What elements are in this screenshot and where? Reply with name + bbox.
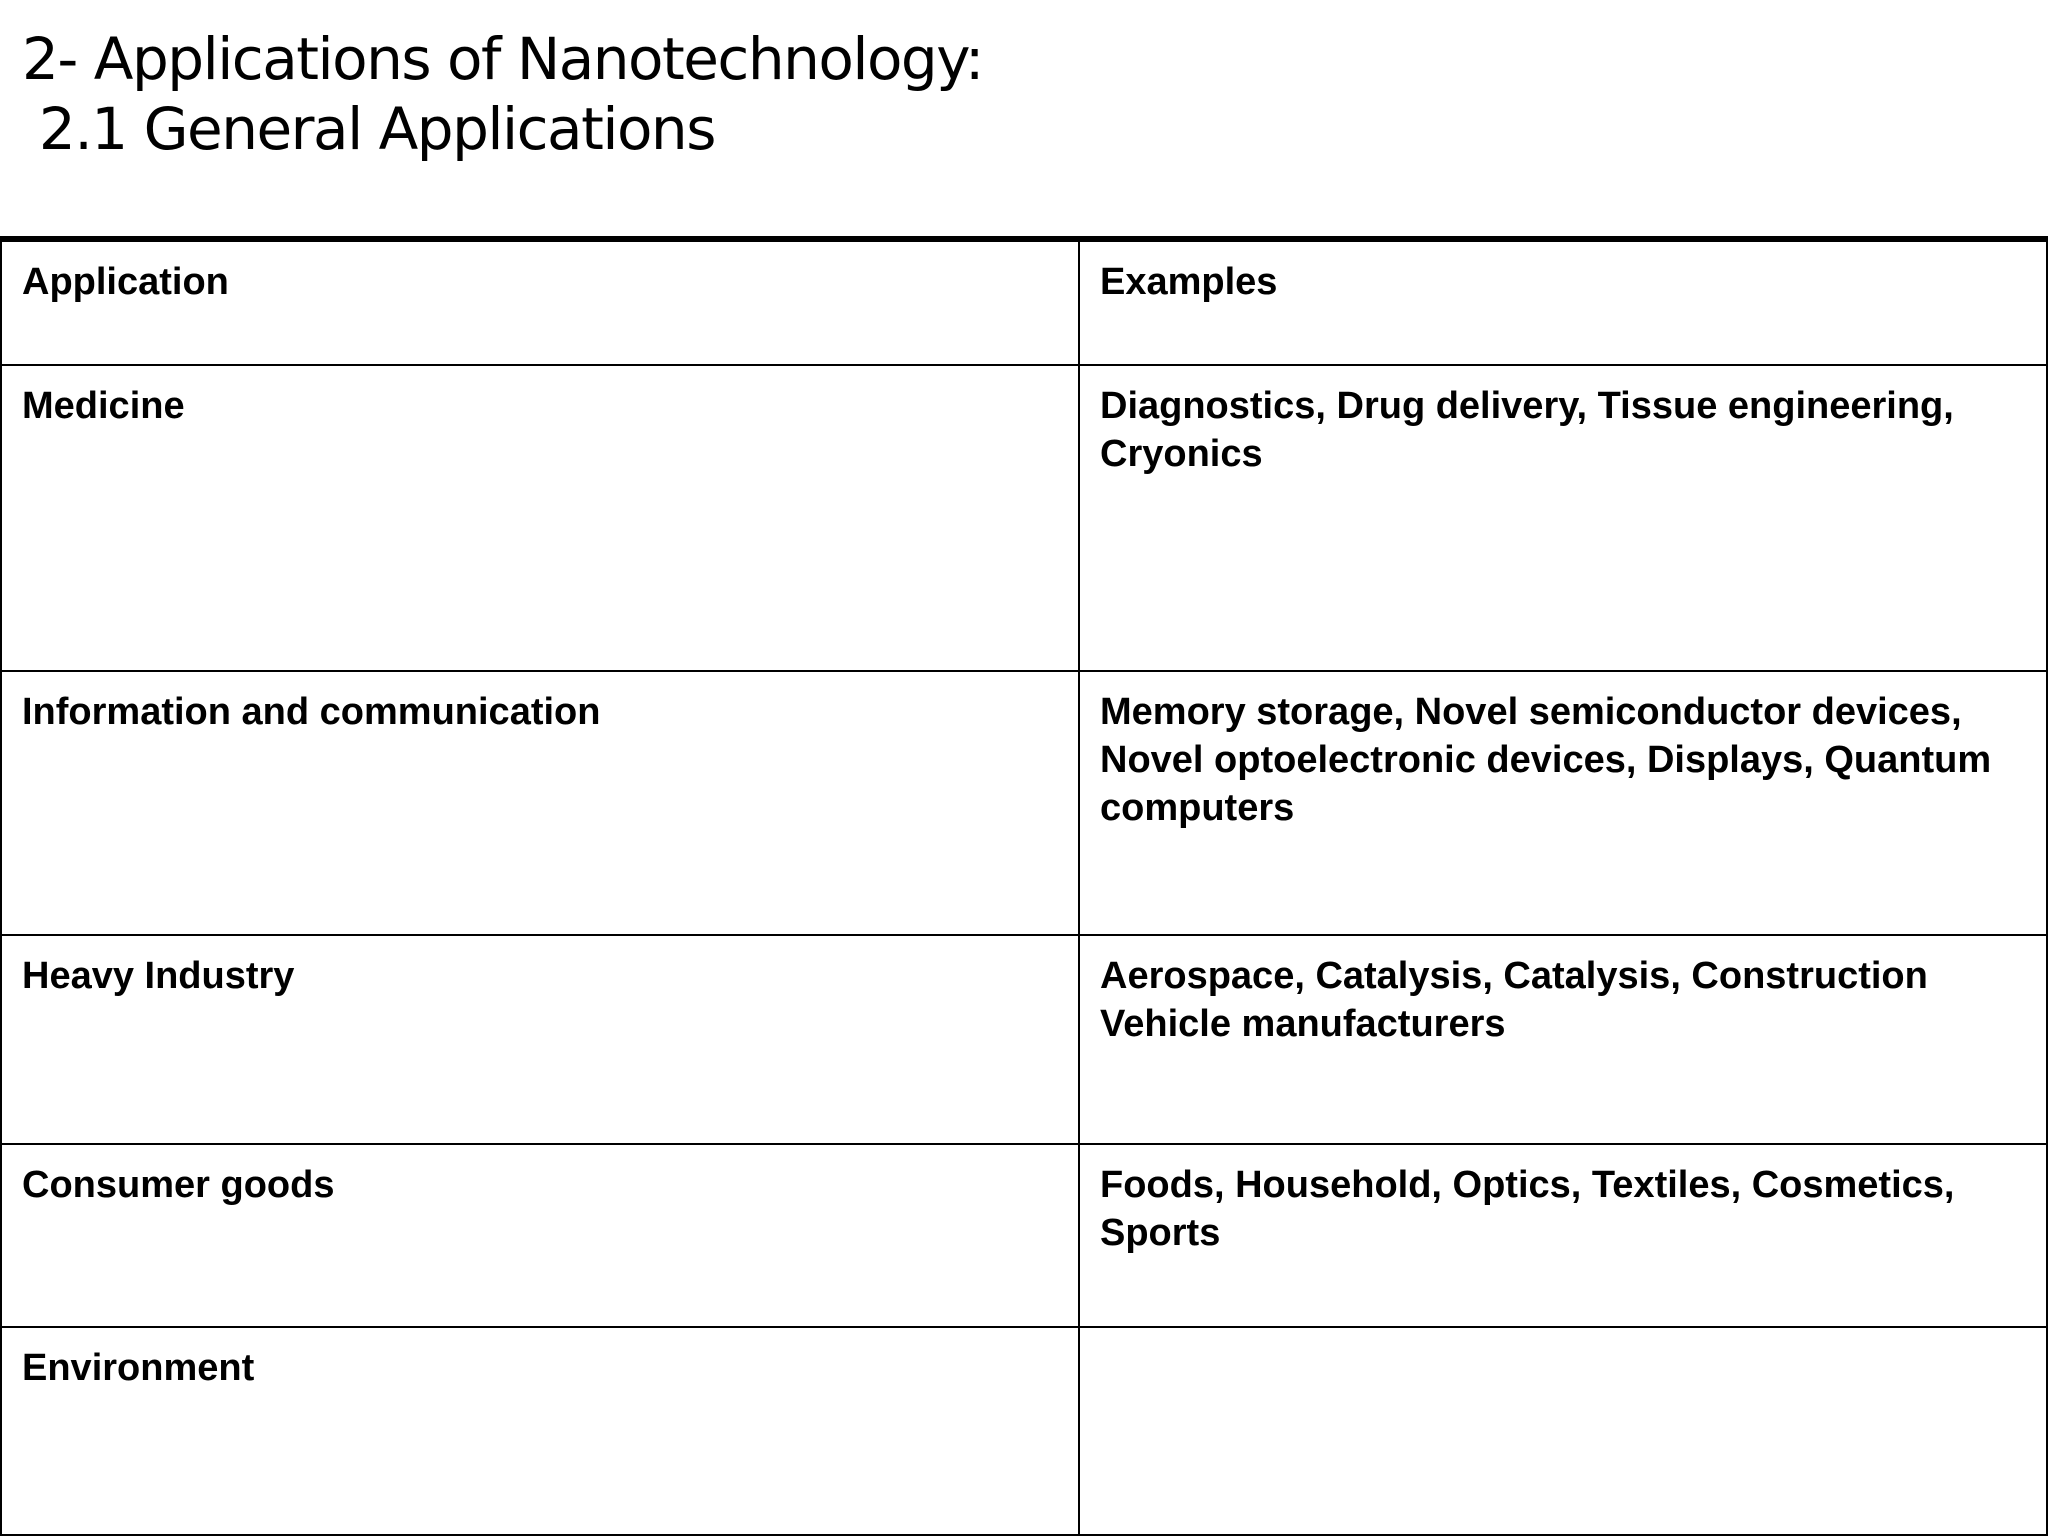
examples-cell: Aerospace, Catalysis, Catalysis, Construction Vehicle manufacturers: [1079, 935, 2047, 1144]
application-cell: Environment: [1, 1327, 1079, 1535]
examples-cell: Foods, Household, Optics, Textiles, Cosmetics, Sports: [1079, 1144, 2047, 1327]
column-header-examples: Examples: [1079, 239, 2047, 365]
table-header-row: [1, 239, 2047, 365]
title-line-1: 2- Applications of Nanotechnology:: [22, 25, 983, 93]
title-line-2: 2.1 General Applications: [22, 95, 715, 163]
application-cell: Heavy Industry: [1, 935, 1079, 1144]
column-header-application: Application: [1, 239, 1079, 365]
table-row: [1, 671, 2047, 935]
application-cell: Consumer goods: [1, 1144, 1079, 1327]
table-row: [1, 365, 2047, 671]
applications-table: [0, 236, 2048, 1536]
application-cell: Information and communication: [1, 671, 1079, 935]
table-row: [1, 935, 2047, 1144]
table-row: [1, 1327, 2047, 1535]
application-cell: Medicine: [1, 365, 1079, 671]
page-title: [22, 24, 983, 164]
table-row: [1, 1144, 2047, 1327]
examples-cell: Memory storage, Novel semiconductor devices, Novel optoelectronic devices, Displays, Quantum computers: [1079, 671, 2047, 935]
examples-cell: Diagnostics, Drug delivery, Tissue engineering, Cryonics: [1079, 365, 2047, 671]
examples-cell: [1079, 1327, 2047, 1535]
